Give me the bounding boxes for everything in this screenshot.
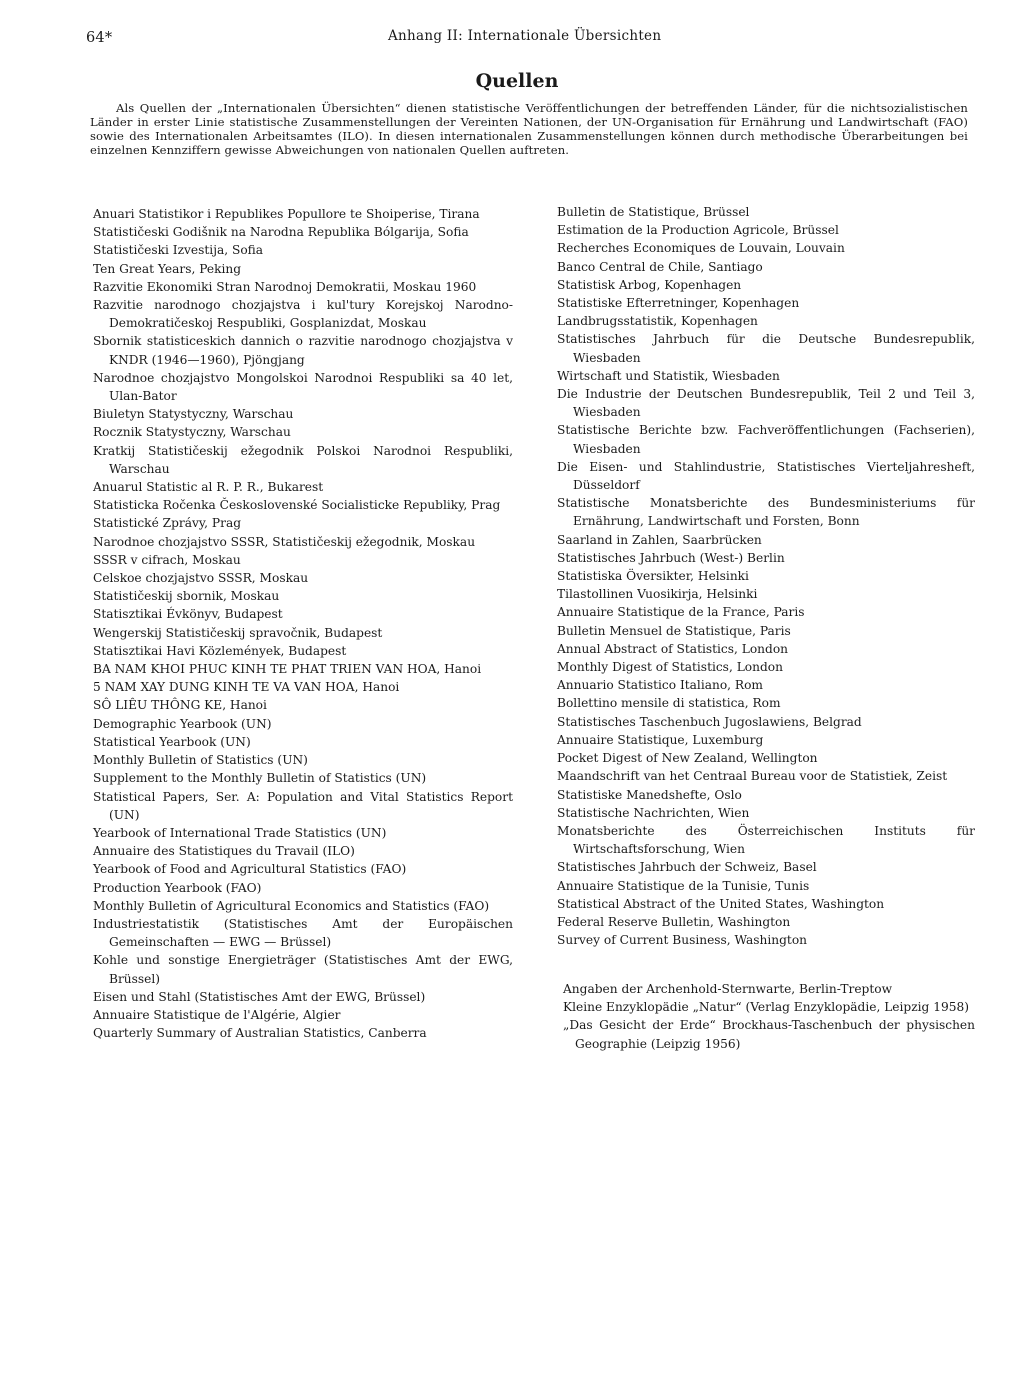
additional-sources-list [563, 980, 975, 1053]
source-entry: Narodnoe chozjajstvo Mongolskoi Narodnoi Respubliki sa 40 let, Ulan-Bator [93, 370, 513, 404]
source-entry: Wengerskij Statističeskij spravočnik, Budapest [93, 625, 383, 640]
source-entry: Razvitie Ekonomiki Stran Narodnoj Demokratii, Moskau 1960 [93, 279, 477, 294]
source-entry: Statističeski Godišnik na Narodna Republika Bólgarija, Sofia [93, 225, 469, 240]
running-title: Anhang II: Internationale Übersichten [388, 28, 662, 44]
source-entry: Yearbook of Food and Agricultural Statistics (FAO) [93, 862, 407, 877]
source-entry: Biuletyn Statystyczny, Warschau [93, 407, 294, 422]
source-entry: Statisztikai Havi Közlemények, Budapest [93, 643, 347, 658]
sources-list-right [557, 203, 975, 949]
source-entry: Statistiske Efterretninger, Kopenhagen [557, 296, 800, 311]
source-entry: Wirtschaft und Statistik, Wiesbaden [557, 368, 780, 383]
source-entry: Statisztikai Évkönyv, Budapest [93, 607, 283, 622]
source-entry: Pocket Digest of New Zealand, Wellington [557, 751, 818, 766]
source-entry: 5 NAM XAY DUNG KINH TE VA VAN HOA, Hanoi [93, 680, 400, 695]
source-entry: Statistisk Arbog, Kopenhagen [557, 277, 742, 292]
source-entry: Razvitie narodnogo chozjajstva i kul'tury Korejskoj Narodno-Demokratičeskoj Respubliki, Gosplanizdat, Moskau [93, 298, 513, 331]
source-entry: Statistiske Manedshefte, Oslo [557, 787, 742, 802]
source-entry: Industriestatistik (Statistisches Amt der Europäischen Gemeinschaften — EWG — Brüssel) [93, 916, 513, 950]
source-entry: Bulletin Mensuel de Statistique, Paris [557, 623, 791, 638]
source-entry: Annuaire Statistique de la France, Paris [557, 605, 805, 620]
source-entry: Estimation de la Production Agricole, Brüssel [557, 223, 839, 238]
source-entry: Sbornik statisticeskich dannich o razvitie narodnogo chozjajstva v KNDR (1946—1960), Pjöngjang [93, 334, 513, 367]
source-entry: BA NAM KHOI PHUC KINH TE PHAT TRIEN VAN HOA, Hanoi [93, 662, 482, 677]
sources-list-left [93, 205, 513, 1042]
source-entry: Annuaire Statistique de l'Algérie, Algier [93, 1007, 341, 1022]
source-entry: Monthly Digest of Statistics, London [557, 660, 783, 675]
source-entry: Kratkij Statističeskij ežegodnik Polskoi Narodnoi Respubliki, Warschau [93, 443, 513, 476]
source-entry: Narodnoe chozjajstvo SSSR, Statističeskij ežegodnik, Moskau [93, 534, 476, 549]
source-entry: Monatsberichte des Österreichischen Instituts für Wirtschaftsforschung, Wien [557, 823, 975, 857]
source-entry: Statistical Abstract of the United States, Washington [557, 896, 885, 911]
source-entry: Rocznik Statystyczny, Warschau [93, 425, 291, 440]
source-entry: Die Industrie der Deutschen Bundesrepublik, Teil 2 und Teil 3, Wiesbaden [557, 387, 975, 420]
source-entry: Federal Reserve Bulletin, Washington [557, 914, 791, 929]
source-entry: Statistische Monatsberichte des Bundesministeriums für Ernährung, Landwirtschaft und Forsten, Bonn [557, 496, 975, 529]
source-entry: Yearbook of International Trade Statistics (UN) [93, 825, 387, 840]
source-entry: Anuarul Statistic al R. P. R., Bukarest [93, 480, 324, 495]
source-entry: Statisticka Ročenka Československé Socialisticke Republiky, Prag [93, 498, 501, 513]
source-entry: Landbrugsstatistik, Kopenhagen [557, 314, 758, 329]
intro-text: Als Quellen der „Internationalen Übersichten“ dienen statistische Veröffentlichungen der betreffenden Länder, für die nichtsozialistischen Länder in erster Linie statistische Zusammenstellungen der Vereinten Nationen, der UN-Organisation für Ernährung und Landwirtschaft (FAO) sowie des Internationalen Arbeitsamtes (ILO). In diesen internationalen Zusammenstellungen können durch methodische Überarbeitungen bei einzelnen Kennziffern gewisse Abweichungen von nationalen Quellen auftreten. [90, 101, 968, 157]
source-entry: Annuario Statistico Italiano, Rom [557, 678, 763, 693]
source-entry: Monthly Bulletin of Statistics (UN) [93, 753, 308, 768]
source-entry: Supplement to the Monthly Bulletin of Statistics (UN) [93, 771, 427, 786]
source-entry: Banco Central de Chile, Santiago [557, 259, 763, 274]
source-entry: Eisen und Stahl (Statistisches Amt der EWG, Brüssel) [93, 989, 426, 1004]
source-entry: Statističeskij sbornik, Moskau [93, 589, 280, 604]
source-entry: Statističeski Izvestija, Sofia [93, 243, 264, 258]
source-entry: Statistisches Jahrbuch der Schweiz, Basel [557, 860, 817, 875]
source-entry: Statistische Berichte bzw. Fachveröffentlichungen (Fachserien), Wiesbaden [557, 423, 975, 456]
source-entry: Production Yearbook (FAO) [93, 880, 262, 895]
source-entry: Statistisches Jahrbuch (West-) Berlin [557, 550, 785, 565]
section-heading: Quellen [475, 70, 559, 92]
source-entry: Annuaire Statistique, Luxemburg [557, 732, 764, 747]
source-entry: Monthly Bulletin of Agricultural Economics and Statistics (FAO) [93, 898, 490, 913]
source-entry: Anuari Statistikor i Republikes Popullore te Shoiperise, Tirana [93, 207, 480, 221]
source-entry: Ten Great Years, Peking [93, 261, 242, 276]
intro-paragraph [90, 101, 968, 157]
source-entry: Bulletin de Statistique, Brüssel [557, 205, 750, 219]
source-entry: Kohle und sonstige Energieträger (Statistisches Amt der EWG, Brüssel) [93, 953, 513, 986]
source-entry: Annuaire Statistique de la Tunisie, Tunis [557, 878, 810, 893]
source-entry: Celskoe chozjajstvo SSSR, Moskau [93, 571, 309, 586]
source-entry: Statistiska Översikter, Helsinki [557, 569, 749, 584]
source-entry: Statistische Nachrichten, Wien [557, 805, 750, 820]
source-entry: Statistisches Taschenbuch Jugoslawiens, Belgrad [557, 714, 862, 729]
source-entry: Kleine Enzyklopädie „Natur“ (Verlag Enzyklopädie, Leipzig 1958) [563, 1000, 969, 1015]
source-entry: Angaben der Archenhold-Sternwarte, Berlin-Treptow [563, 982, 893, 996]
source-entry: Saarland in Zahlen, Saarbrücken [557, 532, 762, 547]
source-entry: Annual Abstract of Statistics, London [557, 641, 789, 656]
source-entry: Statistical Yearbook (UN) [93, 734, 251, 749]
page-number: 64* [86, 30, 113, 46]
source-entry: Maandschrift van het Centraal Bureau voor de Statistiek, Zeist [557, 769, 948, 784]
source-entry: Recherches Economiques de Louvain, Louvain [557, 241, 845, 256]
source-entry: Quarterly Summary of Australian Statistics, Canberra [93, 1026, 427, 1041]
source-entry: Survey of Current Business, Washington [557, 933, 808, 948]
source-entry: SÔ LIÊU THÔNG KE, Hanoi [93, 698, 267, 713]
source-entry: Die Eisen- und Stahlindustrie, Statistisches Vierteljahresheft, Düsseldorf [557, 459, 975, 493]
source-entry: Bollettino mensile di statistica, Rom [557, 696, 781, 711]
source-entry: SSSR v cifrach, Moskau [93, 552, 241, 567]
source-entry: Statistické Zprávy, Prag [93, 516, 242, 531]
source-entry: Statistisches Jahrbuch für die Deutsche Bundesrepublik, Wiesbaden [557, 332, 975, 365]
source-entry: „Das Gesicht der Erde“ Brockhaus-Taschenbuch der physischen Geographie (Leipzig 1956) [563, 1018, 975, 1051]
source-entry: Statistical Papers, Ser. A: Population and Vital Statistics Report (UN) [93, 789, 513, 822]
source-entry: Demographic Yearbook (UN) [93, 716, 272, 731]
source-entry: Annuaire des Statistiques du Travail (ILO) [93, 844, 355, 859]
source-entry: Tilastollinen Vuosikirja, Helsinki [557, 587, 758, 602]
